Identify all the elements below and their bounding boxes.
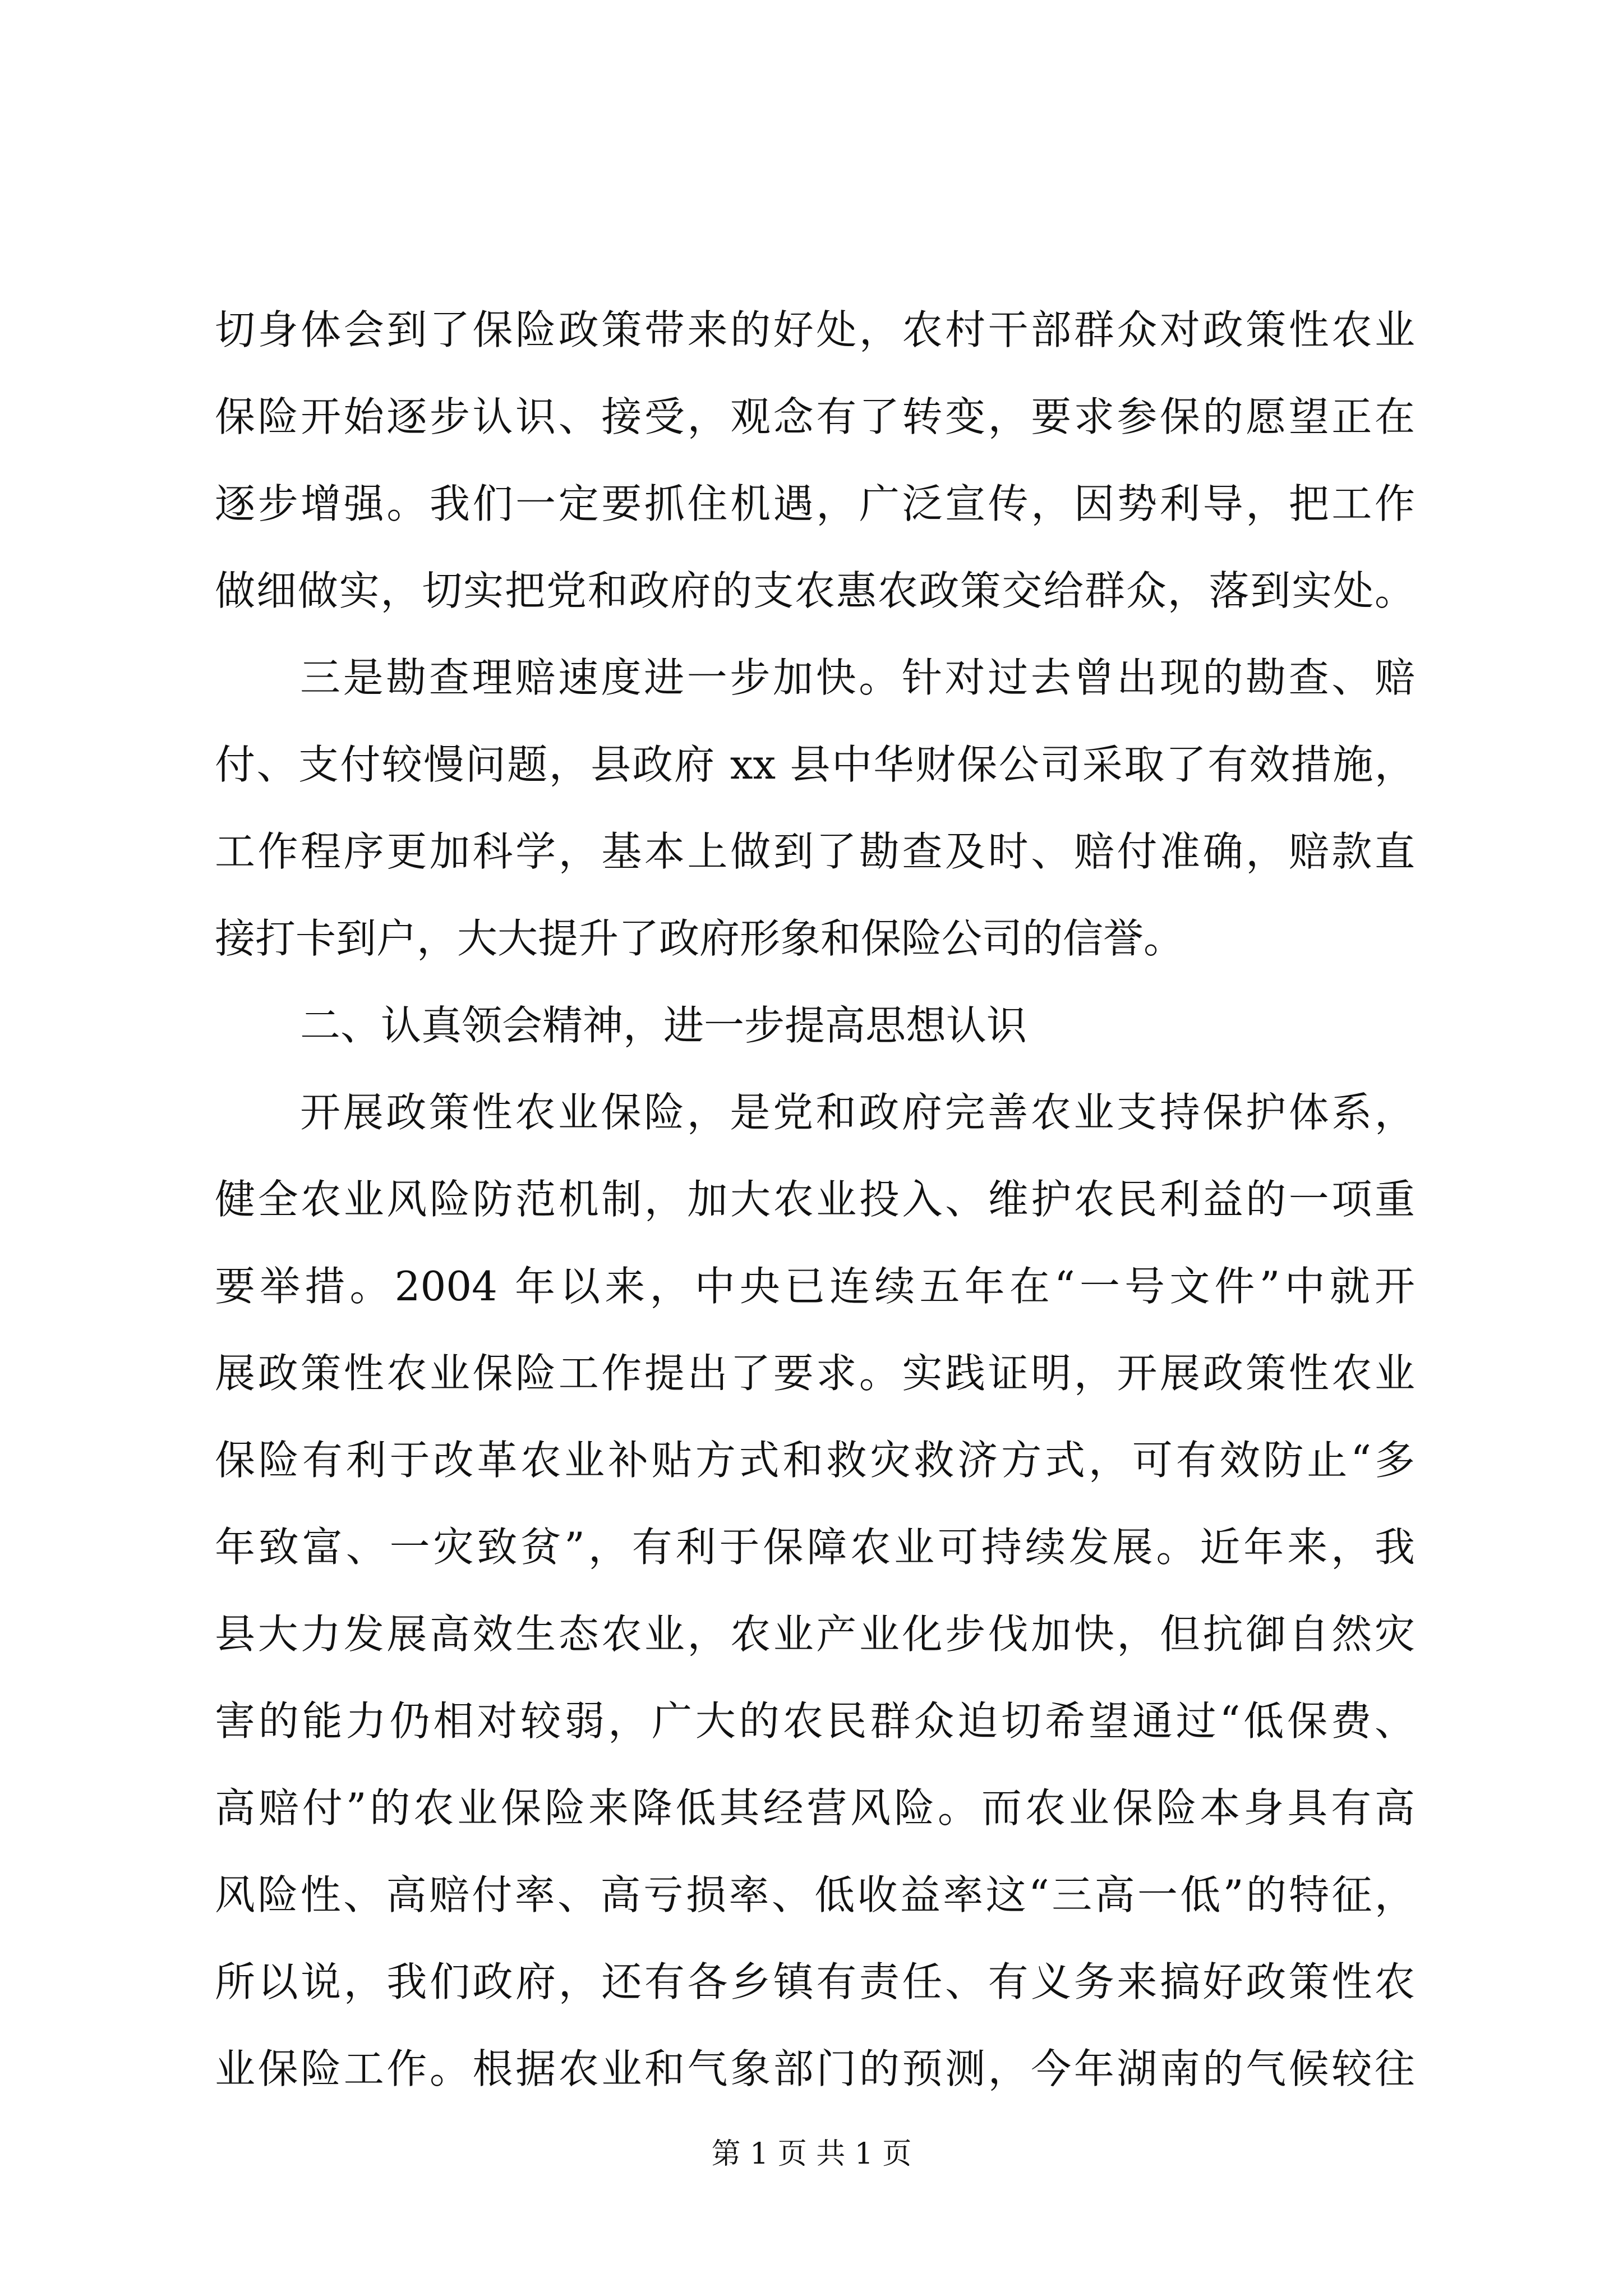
body-line-17: 害的能力仍相对较弱，广大的农民群众迫切希望通过“低保费、 — [215, 1697, 1415, 1745]
body-line-21: 业保险工作。根据农业和气象部门的预测，今年湖南的气候较往 — [215, 2045, 1415, 2092]
body-line-15: 年致富、一灾致贫”，有利于保障农业可持续发展。近年来，我 — [215, 1524, 1415, 1571]
body-line-3: 逐步增强。我们一定要抓住机遇，广泛宣传，因势利导，把工作 — [215, 480, 1415, 527]
body-line-4: 做细做实，切实把党和政府的支农惠农政策交给群众，落到实处。 — [215, 567, 1415, 614]
body-line-10: 开展政策性农业保险，是党和政府完善农业支持保护体系， — [300, 1089, 1415, 1136]
body-line-6: 付、支付较慢问题，县政府 xx 县中华财保公司采取了有效措施， — [215, 741, 1415, 788]
body-line-20: 所以说，我们政府，还有各乡镇有责任、有义务来搞好政策性农 — [215, 1958, 1415, 2005]
body-line-7: 工作程序更加科学，基本上做到了勘查及时、赔付准确，赔款直 — [215, 828, 1415, 875]
body-line-18: 高赔付”的农业保险来降低其经营风险。而农业保险本身具有高 — [215, 1784, 1415, 1832]
body-line-12: 要举措。2004 年以来，中央已连续五年在“一号文件”中就开 — [215, 1263, 1415, 1310]
section-heading: 二、认真领会精神，进一步提高思想认识 — [300, 1002, 1027, 1049]
body-line-13: 展政策性农业保险工作提出了要求。实践证明，开展政策性农业 — [215, 1350, 1415, 1397]
body-line-2: 保险开始逐步认识、接受，观念有了转变，要求参保的愿望正在 — [215, 393, 1415, 440]
body-line-5: 三是勘查理赔速度进一步加快。针对过去曾出现的勘查、赔 — [300, 654, 1415, 701]
body-line-16: 县大力发展高效生态农业，农业产业化步伐加快，但抗御自然灾 — [215, 1611, 1415, 1658]
body-line-14: 保险有利于改革农业补贴方式和救灾救济方式，可有效防止“多 — [215, 1437, 1415, 1484]
body-line-19: 风险性、高赔付率、高亏损率、低收益率这“三高一低”的特征， — [215, 1871, 1415, 1918]
page-number-footer: 第 1 页 共 1 页 — [711, 2137, 912, 2171]
body-line-1: 切身体会到了保险政策带来的好处，农村干部群众对政策性农业 — [215, 306, 1415, 353]
body-line-8: 接打卡到户，大大提升了政府形象和保险公司的信誉。 — [215, 915, 1184, 962]
body-line-11: 健全农业风险防范机制，加大农业投入、维护农民利益的一项重 — [215, 1176, 1415, 1223]
